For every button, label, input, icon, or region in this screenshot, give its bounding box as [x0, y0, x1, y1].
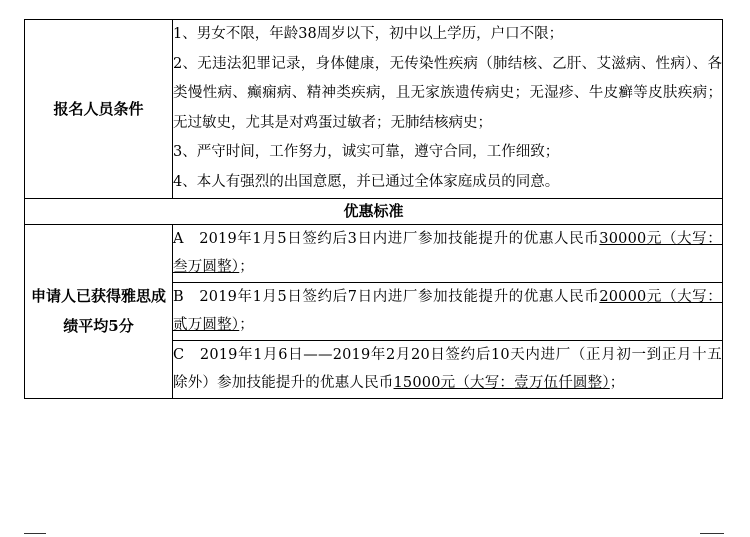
offer-b	[173, 282, 723, 340]
offer-amount: 30000元（大写：叁万圆整）	[173, 230, 722, 276]
condition-item: 3、严守时间，工作努力，诚实可靠，遵守合同，工作细致；	[173, 144, 560, 161]
offer-tail: ；	[239, 317, 254, 334]
conditions-content	[173, 20, 723, 199]
page-corner-mark-left	[24, 533, 46, 534]
recruitment-table	[24, 19, 723, 399]
offer-text: C 2019年1月6日——2019年2月20日签约后10天内进厂（正月初一到正月十五除外）参加技能提升的优惠人民币	[173, 346, 722, 392]
section-row	[25, 198, 723, 224]
condition-item: 4、本人有强烈的出国意愿，并已通过全体家庭成员的同意。	[173, 173, 560, 190]
conditions-label: 报名人员条件	[25, 20, 173, 199]
offer-a	[173, 224, 723, 282]
offers-label: 申请人已获得雅思成绩平均5分	[25, 224, 173, 398]
offer-tail: ；	[239, 259, 254, 276]
offer-text: B 2019年1月5日签约后7日内进厂参加技能提升的优惠人民币	[173, 288, 600, 305]
conditions-row	[25, 20, 723, 199]
offer-amount: 15000元（大写：壹万伍仟圆整）	[393, 375, 610, 392]
offer-row-a	[25, 224, 723, 282]
condition-item: 2、无违法犯罪记录，身体健康，无传染性疾病（肺结核、乙肝、艾滋病、性病）、各类慢性病、癫痫病、精神类疾病，且无家族遗传病史；无湿疹、牛皮癣等皮肤疾病；无过敏史，尤其是对鸡蛋过敏者；无肺结核病史；	[173, 55, 722, 131]
offer-tail: ；	[609, 375, 625, 392]
section-title: 优惠标准	[25, 198, 723, 224]
offer-c	[173, 340, 723, 398]
offer-text: A 2019年1月5日签约后3日内进厂参加技能提升的优惠人民币	[173, 230, 600, 247]
page-corner-mark-right	[700, 533, 724, 534]
condition-item: 1、男女不限，年龄38周岁以下，初中以上学历，户口不限；	[173, 26, 564, 42]
offer-amount: 20000元（大写：贰万圆整）	[173, 288, 722, 334]
